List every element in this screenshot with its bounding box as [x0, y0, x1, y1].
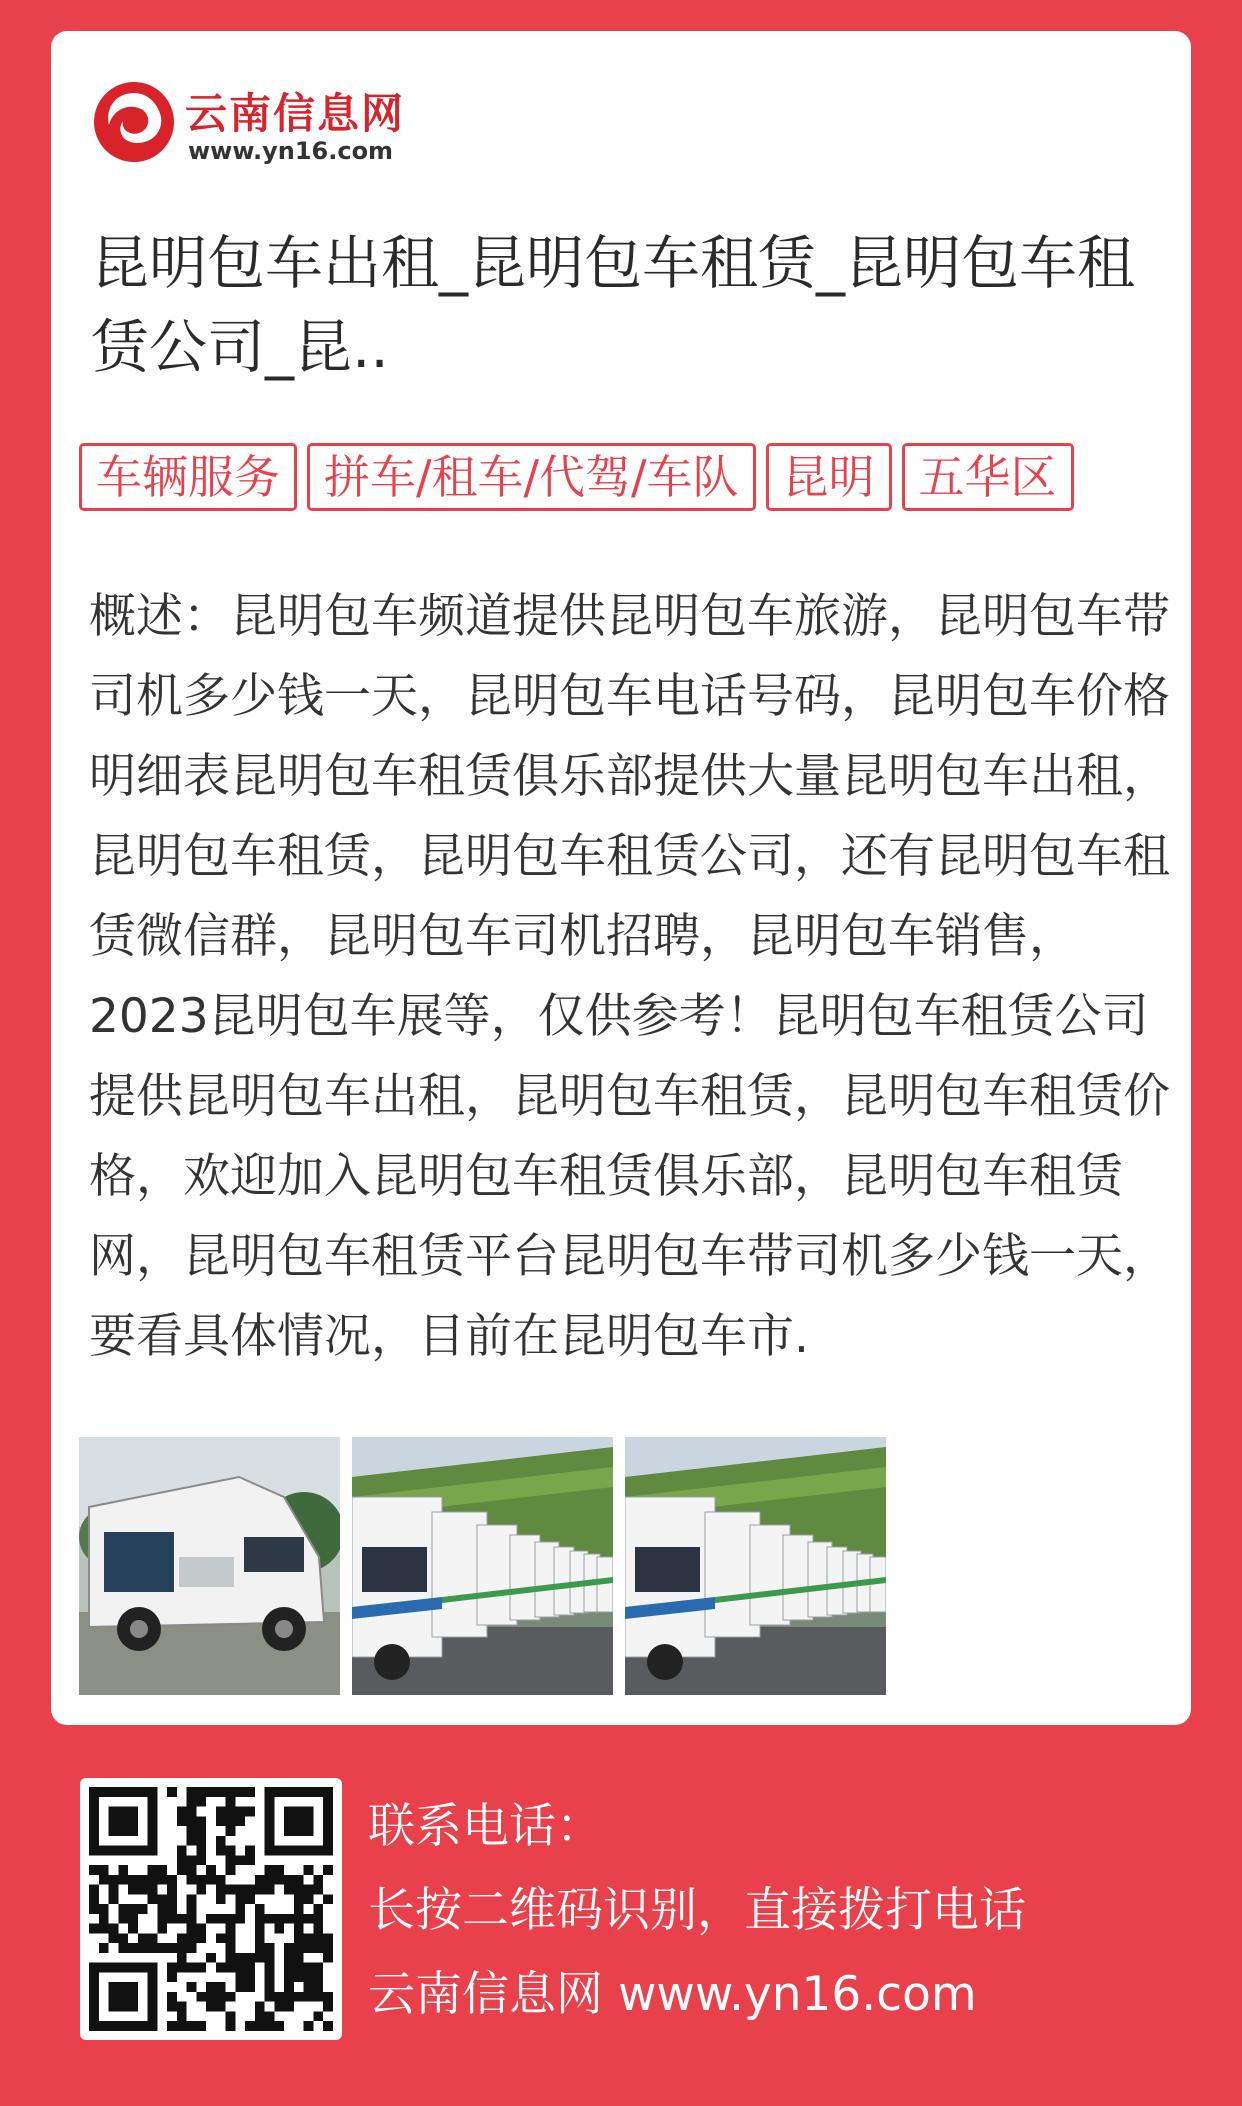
photo-gallery [79, 1437, 979, 1697]
photo-camper-fleet-1[interactable] [352, 1437, 613, 1695]
summary-text: 概述：昆明包车频道提供昆明包车旅游，昆明包车带司机多少钱一天，昆明包车电话号码，昆明包车价格明细表昆明包车租赁俱乐部提供大量昆明包车出租，昆明包车租赁，昆明包车租赁公司，还有昆明包车租赁微信群，昆明包车司机招聘，昆明包车销售，2023昆明包车展等，仅供参考！昆明包车租赁公司提供昆明包车出租，昆明包车租赁，昆明包车租赁价格，欢迎加入昆明包车租赁俱乐部，昆明包车租赁网，昆明包车租赁平台昆明包车带司机多少钱一天，要看具体情况，目前在昆明包车市. [89, 589, 1170, 1364]
site-logo[interactable] [91, 73, 421, 173]
qr-code-icon [89, 1787, 333, 2031]
logo-swirl-icon [91, 79, 177, 165]
logo-site-name: 云南信息网 [185, 89, 406, 138]
tag-carpool-rental[interactable]: 拼车/租车/代驾/车队 [307, 443, 756, 511]
contact-instruction: 长按二维码识别，直接拨打电话 [368, 1883, 1026, 1938]
contact-info [368, 1785, 1208, 2037]
tag-kunming[interactable]: 昆明 [766, 443, 892, 511]
camper-fleet-photo-icon [352, 1437, 613, 1695]
logo-site-url: www.yn16.com [188, 137, 394, 165]
contact-site-line[interactable]: 云南信息网 www.yn16.com [368, 1967, 977, 2022]
tag-vehicle-service[interactable]: 车辆服务 [79, 443, 297, 511]
photo-camper-van[interactable] [79, 1437, 340, 1695]
tag-wuhua[interactable]: 五华区 [902, 443, 1074, 511]
camper-van-photo-icon [79, 1437, 340, 1695]
camper-fleet-photo-icon [625, 1437, 886, 1695]
tag-list [79, 443, 1191, 515]
page-title: 昆明包车出租_昆明包车租赁_昆明包车租赁公司_昆.. [91, 229, 1136, 381]
content-card [51, 31, 1191, 1725]
contact-label: 联系电话： [368, 1799, 603, 1854]
photo-camper-fleet-2[interactable] [625, 1437, 886, 1695]
qr-code[interactable] [80, 1778, 342, 2040]
